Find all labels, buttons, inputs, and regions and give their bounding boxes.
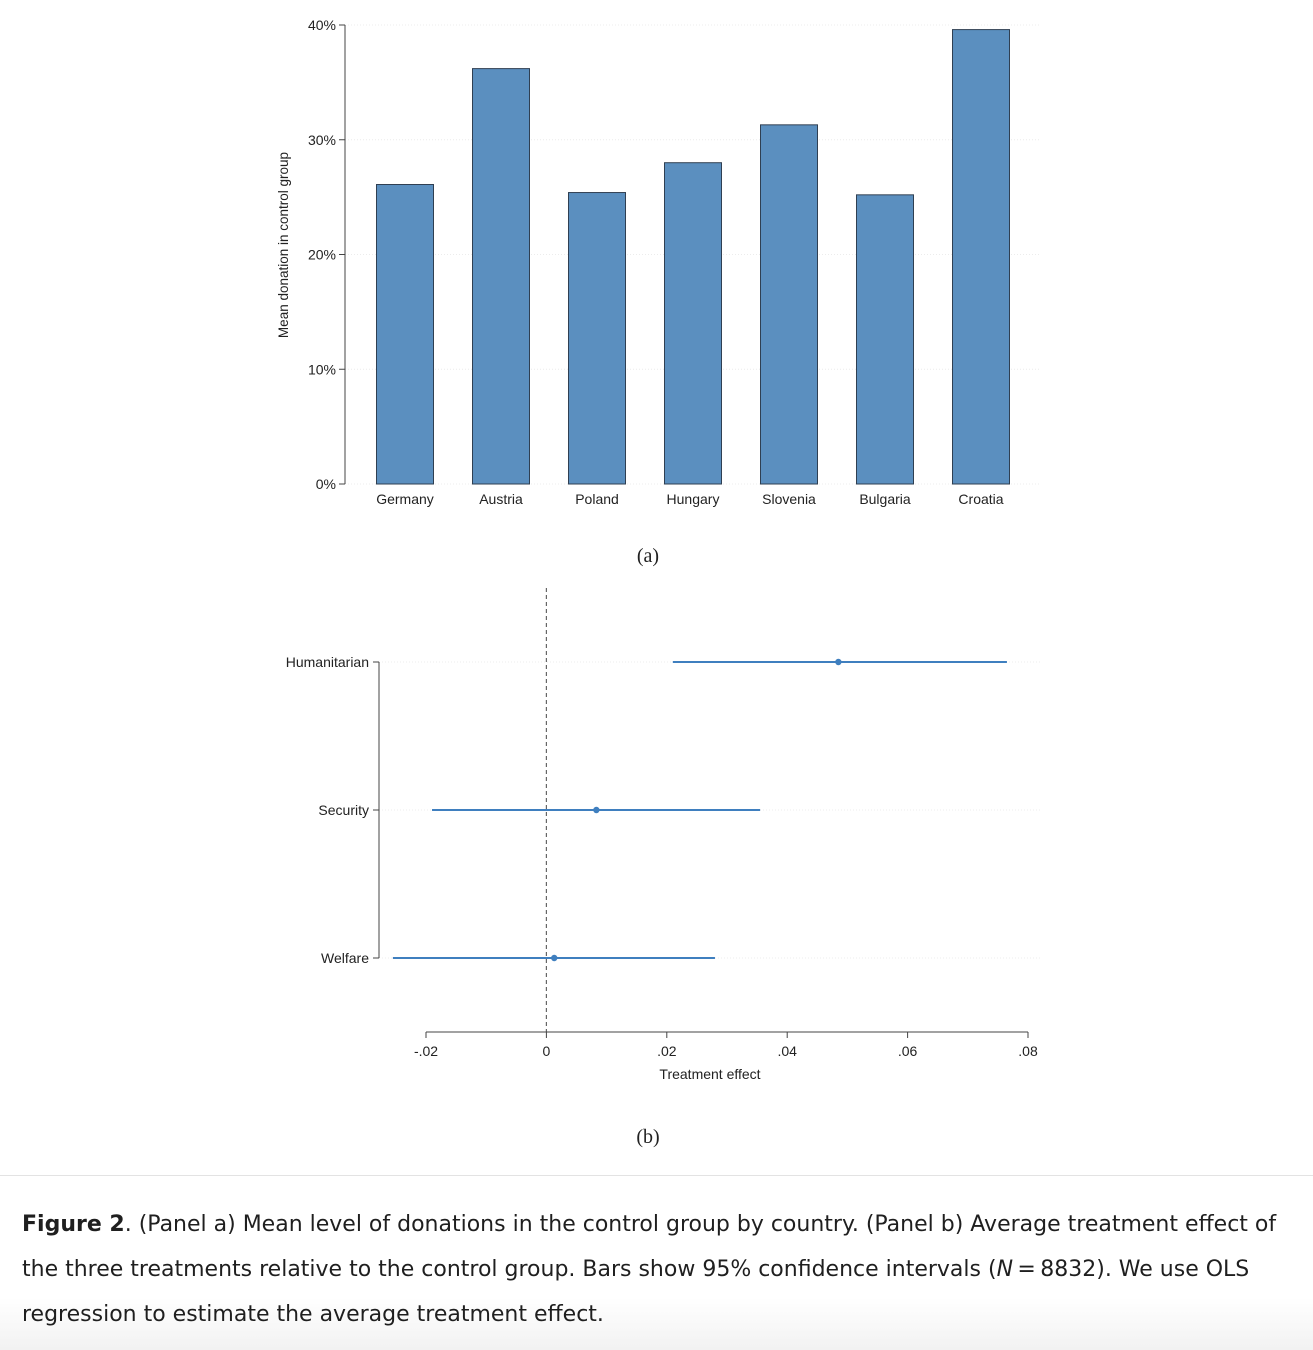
panel-a-x-tick-labels <box>376 491 1004 507</box>
panel-b-y-tick-label: Security <box>318 802 369 818</box>
panel-b-coefficient-plot <box>286 588 1040 1148</box>
panel-b-x-axis-label: Treatment effect <box>659 1066 761 1082</box>
panel-a-bars <box>377 30 1010 484</box>
bar-poland <box>569 193 626 484</box>
panel-b-x-tick-label: .06 <box>897 1043 918 1059</box>
panel-b-label: (b) <box>636 1126 660 1148</box>
panel-b-x-tick-label: .08 <box>1018 1043 1038 1059</box>
caption-text-part2: = 8832). We use OLS regression to estimate the average treatment effect. <box>22 1257 1250 1327</box>
panel-b-x-tick-label: -.02 <box>413 1043 439 1059</box>
panel-a-label: (a) <box>636 545 660 567</box>
panel-a-x-tick-label: Germany <box>376 491 434 507</box>
panel-a-y-axis <box>308 17 345 492</box>
panel-a-x-tick-label: Slovenia <box>762 491 816 507</box>
panel-a-y-tick-label: 0% <box>315 476 336 492</box>
panel-a-x-tick-label: Bulgaria <box>859 491 911 507</box>
point-estimate-humanitarian <box>835 659 841 665</box>
panel-b-x-tick-label: .02 <box>657 1043 677 1059</box>
panel-b-x-axis <box>414 1032 1038 1059</box>
panel-a-y-axis-label: Mean donation in control group <box>276 151 291 339</box>
point-estimate-welfare <box>551 955 557 961</box>
panel-b-y-tick-label: Humanitarian <box>285 654 369 670</box>
caption-figure-number: Figure 2 <box>22 1212 125 1237</box>
panel-b-x-tick-label: .04 <box>777 1043 797 1059</box>
figure-caption <box>22 1202 1292 1337</box>
point-estimate-security <box>593 807 599 813</box>
bar-slovenia <box>761 125 818 484</box>
bar-bulgaria <box>857 195 914 484</box>
panel-b-x-tick-label: 0 <box>542 1043 551 1059</box>
panel-a-x-tick-label: Hungary <box>666 491 720 507</box>
panel-a-y-tick-label: 20% <box>307 246 336 263</box>
panel-b-confidence-intervals <box>393 659 1007 961</box>
panel-a-y-tick-label: 10% <box>307 361 336 378</box>
bar-hungary <box>665 163 722 484</box>
panel-b-y-axis <box>286 654 379 966</box>
panel-a-x-tick-label: Poland <box>575 491 619 507</box>
bar-croatia <box>953 30 1010 484</box>
panel-b-y-tick-label: Welfare <box>321 950 369 966</box>
caption-n-symbol: N <box>996 1257 1014 1282</box>
panel-a-x-tick-label: Croatia <box>958 491 1004 507</box>
caption-text-part1: . (Panel a) Mean level of donations in the control group by country. (Panel b) Average treatment effect of the three treatments relative to the control group. Bars show 95% confidence intervals ( <box>22 1212 1277 1282</box>
bar-austria <box>473 69 530 484</box>
panel-a-y-tick-label: 30% <box>307 131 336 148</box>
bar-germany <box>377 185 434 484</box>
panel-a-x-tick-label: Austria <box>479 491 523 507</box>
panel-a-y-tick-label: 40% <box>307 17 336 33</box>
panel-a-bar-chart <box>276 17 1040 567</box>
